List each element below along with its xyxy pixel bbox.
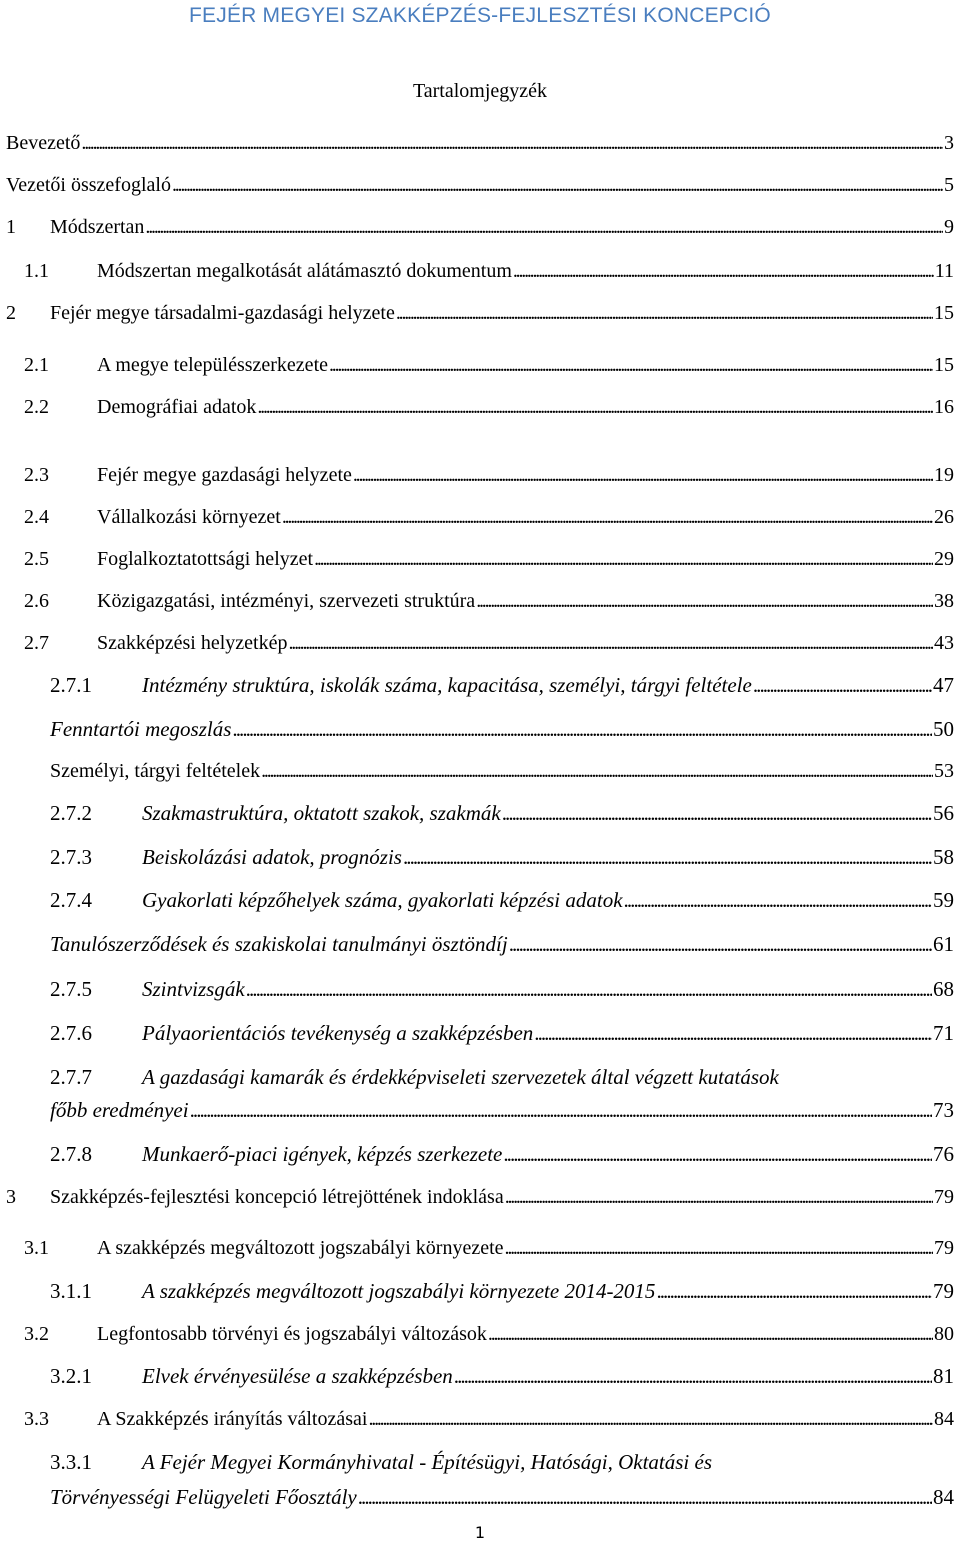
toc-entry-title: Módszertan megalkotását alátámasztó dokumentum: [97, 260, 512, 282]
toc-entry-page: 47: [933, 673, 954, 697]
toc-entry[interactable]: [24, 463, 954, 487]
document-header: FEJÉR MEGYEI SZAKKÉPZÉS-FEJLESZTÉSI KONCEPCIÓ: [189, 4, 771, 27]
toc-entry-number: 2.4: [24, 506, 49, 528]
toc-entry[interactable]: [50, 1098, 954, 1122]
toc-leader-dots: [505, 1236, 933, 1260]
toc-entry[interactable]: [6, 1185, 954, 1209]
toc-entry[interactable]: [50, 1485, 954, 1509]
toc-entry-title: Tanulószerződések és szakiskolai tanulmányi ösztöndíj: [50, 932, 508, 956]
toc-entry-title: A gazdasági kamarák és érdekképviseleti szervezetek által végzett kutatások: [142, 1065, 779, 1089]
toc-entry-title: Legfontosabb törvényi és jogszabályi változások: [97, 1323, 487, 1345]
toc-leader-dots: [172, 173, 943, 197]
toc-entry[interactable]: [50, 888, 954, 912]
toc-entry-page: 3: [944, 132, 954, 154]
toc-leader-dots: [624, 888, 932, 912]
toc-entry[interactable]: [24, 395, 954, 419]
toc-entry-page: 80: [934, 1323, 954, 1345]
toc-entry[interactable]: [50, 673, 954, 697]
toc-entry-page: 5: [944, 174, 954, 196]
toc-entry-number: 2.2: [24, 396, 49, 418]
toc-leader-dots: [513, 259, 934, 283]
toc-leader-dots: [502, 801, 932, 825]
toc-entry[interactable]: [6, 301, 954, 325]
toc-entry-title: Demográfiai adatok: [97, 396, 257, 418]
toc-entry-title: Fejér megye társadalmi-gazdasági helyzete: [50, 302, 395, 324]
toc-entry[interactable]: [6, 131, 954, 155]
toc-entry-title: Foglalkoztatottsági helyzet: [97, 548, 314, 570]
toc-entry[interactable]: [6, 173, 954, 197]
toc-entry-title: A megye településszerkezete: [97, 354, 328, 376]
toc-entry[interactable]: [50, 977, 954, 1001]
toc-entry-number: 3: [6, 1186, 16, 1208]
toc-entry-title: Beiskolázási adatok, prognózis: [142, 845, 402, 869]
toc-leader-dots: [505, 1185, 933, 1209]
toc-entry-page: 43: [934, 632, 954, 654]
toc-entry-number: 3.3: [24, 1408, 49, 1430]
toc-entry-page: 58: [933, 845, 954, 869]
toc-entry-title: Szakmastruktúra, oktatott szakok, szakmák: [142, 801, 501, 825]
toc-entry-page: 84: [934, 1408, 954, 1430]
toc-entry-page: 15: [934, 354, 954, 376]
toc-leader-dots: [190, 1098, 932, 1122]
toc-entry-page: 59: [933, 888, 954, 912]
toc-entry-page: 73: [933, 1098, 954, 1122]
toc-leader-dots: [358, 1485, 932, 1509]
toc-entry-number: 3.1.1: [50, 1279, 92, 1303]
toc-leader-dots: [314, 547, 933, 571]
toc-leader-dots: [454, 1364, 932, 1388]
toc-entry-page: 19: [934, 464, 954, 486]
toc-entry-number: 3.3.1: [50, 1450, 92, 1474]
toc-entry-page: 50: [933, 717, 954, 741]
toc-entry-title: A Fejér Megyei Kormányhivatal - Építésügyi, Hatósági, Oktatási és: [142, 1450, 713, 1474]
toc-leader-dots: [353, 463, 933, 487]
toc-entry-title: Vezetői összefoglaló: [6, 174, 171, 196]
toc-entry-title: Fenntartói megoszlás: [50, 717, 232, 741]
toc-entry[interactable]: [50, 932, 954, 956]
toc-entry-number: 1: [6, 216, 16, 238]
toc-entry-title: Szakképzés-fejlesztési koncepció létrejöttének indoklása: [50, 1186, 504, 1208]
toc-entry-page: 9: [944, 216, 954, 238]
toc-entry[interactable]: [24, 589, 954, 613]
toc-leader-dots: [329, 353, 933, 377]
toc-entry-title-continued: főbb eredményei: [50, 1098, 189, 1122]
toc-entry-page: 11: [934, 260, 954, 282]
toc-entry-page: 16: [934, 396, 954, 418]
toc-leader-dots: [232, 717, 932, 741]
toc-entry-title: A szakképzés megváltozott jogszabályi környezete: [97, 1237, 504, 1259]
toc-entry-number: 2.6: [24, 590, 49, 612]
toc-entry-title: Pályaorientációs tevékenység a szakképzésben: [142, 1021, 534, 1045]
toc-entry-title: Személyi, tárgyi feltételek: [50, 760, 261, 782]
toc-entry-page: 79: [933, 1279, 954, 1303]
toc-entry-number: 3.2.1: [50, 1364, 92, 1388]
toc-entry-first-line[interactable]: [50, 1450, 712, 1474]
toc-entry[interactable]: [24, 547, 954, 571]
toc-entry-number: 2.3: [24, 464, 49, 486]
toc-leader-dots: [396, 301, 933, 325]
toc-entry[interactable]: [50, 759, 954, 783]
toc-entry-number: 3.2: [24, 1323, 49, 1345]
toc-entry-page: 61: [933, 932, 954, 956]
toc-entry[interactable]: [50, 1364, 954, 1388]
toc-entry-page: 76: [933, 1142, 954, 1166]
toc-entry-number: 2.7.3: [50, 845, 92, 869]
toc-entry-number: 1.1: [24, 260, 49, 282]
toc-entry-first-line[interactable]: [50, 1065, 779, 1089]
toc-entry-page: 68: [933, 977, 954, 1001]
toc-entry-number: 2.7.4: [50, 888, 92, 912]
toc-entry[interactable]: [24, 505, 954, 529]
toc-entry-number: 2.5: [24, 548, 49, 570]
toc-entry-title: Munkaerő-piaci igények, képzés szerkezete: [142, 1142, 503, 1166]
toc-entry[interactable]: [50, 1021, 954, 1045]
toc-leader-dots: [753, 673, 932, 697]
toc-entry-title: Gyakorlati képzőhelyek száma, gyakorlati képzési adatok: [142, 888, 623, 912]
toc-entry[interactable]: [24, 631, 954, 655]
toc-leader-dots: [488, 1322, 933, 1346]
toc-entry-page: 84: [933, 1485, 954, 1509]
toc-leader-dots: [534, 1021, 932, 1045]
toc-entry-page: 38: [934, 590, 954, 612]
toc-entry[interactable]: [50, 845, 954, 869]
toc-title: Tartalomjegyzék: [412, 80, 548, 102]
toc-entry-title: Elvek érvényesülése a szakképzésben: [142, 1364, 453, 1388]
toc-entry[interactable]: [50, 717, 954, 741]
toc-entry-page: 79: [934, 1186, 954, 1208]
toc-entry-number: 2.7.2: [50, 801, 92, 825]
toc-leader-dots: [261, 759, 933, 783]
toc-leader-dots: [288, 631, 933, 655]
toc-leader-dots: [509, 932, 932, 956]
toc-entry-number: 2.7.8: [50, 1142, 92, 1166]
page-number: 1: [474, 1523, 486, 1542]
toc-leader-dots: [81, 131, 943, 155]
toc-entry-page: 53: [934, 760, 954, 782]
toc-entry-title: Szintvizsgák: [142, 977, 245, 1001]
toc-entry-page: 71: [933, 1021, 954, 1045]
toc-entry-number: 2.7.7: [50, 1065, 92, 1089]
toc-leader-dots: [368, 1407, 933, 1431]
toc-entry-page: 79: [934, 1237, 954, 1259]
toc-leader-dots: [656, 1279, 932, 1303]
toc-leader-dots: [257, 395, 933, 419]
toc-entry-page: 81: [933, 1364, 954, 1388]
toc-entry[interactable]: [24, 353, 954, 377]
toc-entry-number: 2.7: [24, 632, 49, 654]
toc-leader-dots: [282, 505, 933, 529]
toc-entry-number: 2.7.1: [50, 673, 92, 697]
toc-entry[interactable]: [24, 259, 954, 283]
toc-entry-title: Intézmény struktúra, iskolák száma, kapacitása, személyi, tárgyi feltétele: [142, 673, 752, 697]
toc-entry[interactable]: [50, 1142, 954, 1166]
toc-entry[interactable]: [50, 1279, 954, 1303]
toc-entry[interactable]: [50, 801, 954, 825]
toc-entry-title: Bevezető: [6, 132, 81, 154]
toc-entry-page: 15: [934, 302, 954, 324]
toc-entry[interactable]: [24, 1236, 954, 1260]
toc-leader-dots: [403, 845, 932, 869]
toc-entry-title: Szakképzési helyzetkép: [97, 632, 288, 654]
toc-entry-title: Vállalkozási környezet: [97, 506, 281, 528]
toc-entry-page: 56: [933, 801, 954, 825]
toc-entry-title: A szakképzés megváltozott jogszabályi környezete 2014-2015: [142, 1279, 656, 1303]
toc-entry-number: 2.7.5: [50, 977, 92, 1001]
toc-entry[interactable]: [24, 1407, 954, 1431]
toc-leader-dots: [246, 977, 932, 1001]
toc-entry-number: 3.1: [24, 1237, 49, 1259]
toc-entry-number: 2: [6, 302, 16, 324]
toc-entry[interactable]: [6, 215, 954, 239]
toc-entry[interactable]: [24, 1322, 954, 1346]
toc-leader-dots: [503, 1142, 932, 1166]
toc-entry-title: Fejér megye gazdasági helyzete: [97, 464, 352, 486]
toc-leader-dots: [145, 215, 943, 239]
toc-entry-number: 2.7.6: [50, 1021, 92, 1045]
toc-entry-page: 29: [934, 548, 954, 570]
toc-entry-number: 2.1: [24, 354, 49, 376]
toc-entry-title: Közigazgatási, intézményi, szervezeti struktúra: [97, 590, 476, 612]
toc-entry-page: 26: [934, 506, 954, 528]
toc-leader-dots: [476, 589, 933, 613]
toc-entry-title: Módszertan: [50, 216, 145, 238]
toc-entry-title-continued: Törvényességi Felügyeleti Főosztály: [50, 1485, 357, 1509]
toc-entry-title: A Szakképzés irányítás változásai: [97, 1408, 368, 1430]
